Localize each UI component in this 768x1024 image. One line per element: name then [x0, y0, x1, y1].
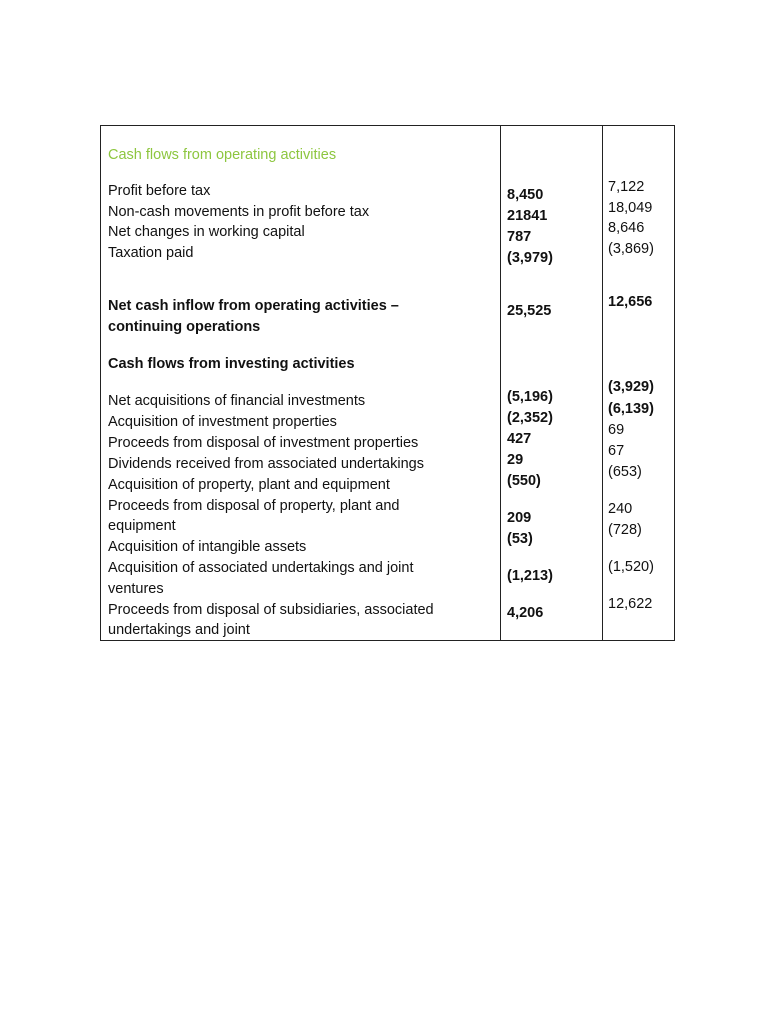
col1-value: 427	[507, 431, 532, 447]
col1-value: (2,352)	[507, 410, 553, 426]
net-operating-col1: 25,525	[507, 303, 552, 319]
col1-value: 29	[507, 452, 524, 468]
investing-heading: Cash flows from investing activities	[108, 356, 355, 372]
col2-value: (3,929)	[608, 379, 654, 395]
col1-value: 21841	[507, 208, 548, 224]
net-operating-label-line1: Net cash inflow from operating activities –	[108, 298, 399, 314]
row-label-line2: undertakings and joint	[108, 622, 250, 638]
col2-value: 18,049	[608, 200, 653, 216]
col2-value: 8,646	[608, 220, 645, 236]
row-label-line1: Proceeds from disposal of subsidiaries, associated	[108, 602, 434, 618]
col1-value: 787	[507, 229, 532, 245]
row-label-line2: equipment	[108, 518, 176, 534]
row-label: Taxation paid	[108, 245, 194, 261]
col1-value: (53)	[507, 531, 533, 547]
col1-value: (5,196)	[507, 389, 553, 405]
col2-value: 7,122	[608, 179, 645, 195]
col2-value: (653)	[608, 464, 642, 480]
col2-value: 67	[608, 443, 625, 459]
operating-heading: Cash flows from operating activities	[108, 147, 337, 163]
row-label: Net acquisitions of financial investments	[108, 393, 366, 409]
col2-value: (3,869)	[608, 241, 654, 257]
column-divider-1	[500, 126, 501, 640]
row-label: Acquisition of intangible assets	[108, 539, 307, 555]
row-label: Profit before tax	[108, 183, 211, 199]
col2-value: 240	[608, 501, 633, 517]
col2-value: (1,520)	[608, 559, 654, 575]
col1-value: (1,213)	[507, 568, 553, 584]
col2-value: (6,139)	[608, 401, 654, 417]
col2-value: 12,622	[608, 596, 653, 612]
net-operating-col2: 12,656	[608, 294, 653, 310]
row-label: Non-cash movements in profit before tax	[108, 204, 370, 220]
col1-value: (550)	[507, 473, 541, 489]
row-label: Dividends received from associated undertakings	[108, 456, 424, 472]
col1-value: 209	[507, 510, 532, 526]
cash-flow-table	[100, 125, 675, 641]
row-label: Acquisition of property, plant and equipment	[108, 477, 390, 493]
net-operating-label-line2: continuing operations	[108, 319, 261, 335]
col2-value: 69	[608, 422, 625, 438]
row-label-line1: Proceeds from disposal of property, plant and	[108, 498, 400, 514]
col1-value: 4,206	[507, 605, 544, 621]
row-label: Net changes in working capital	[108, 224, 305, 240]
row-label-line1: Acquisition of associated undertakings and joint	[108, 560, 414, 576]
col1-value: 8,450	[507, 187, 544, 203]
column-divider-2	[602, 126, 603, 640]
row-label: Acquisition of investment properties	[108, 414, 337, 430]
row-label-line2: ventures	[108, 581, 164, 597]
col2-value: (728)	[608, 522, 642, 538]
col1-value: (3,979)	[507, 250, 553, 266]
row-label: Proceeds from disposal of investment properties	[108, 435, 419, 451]
